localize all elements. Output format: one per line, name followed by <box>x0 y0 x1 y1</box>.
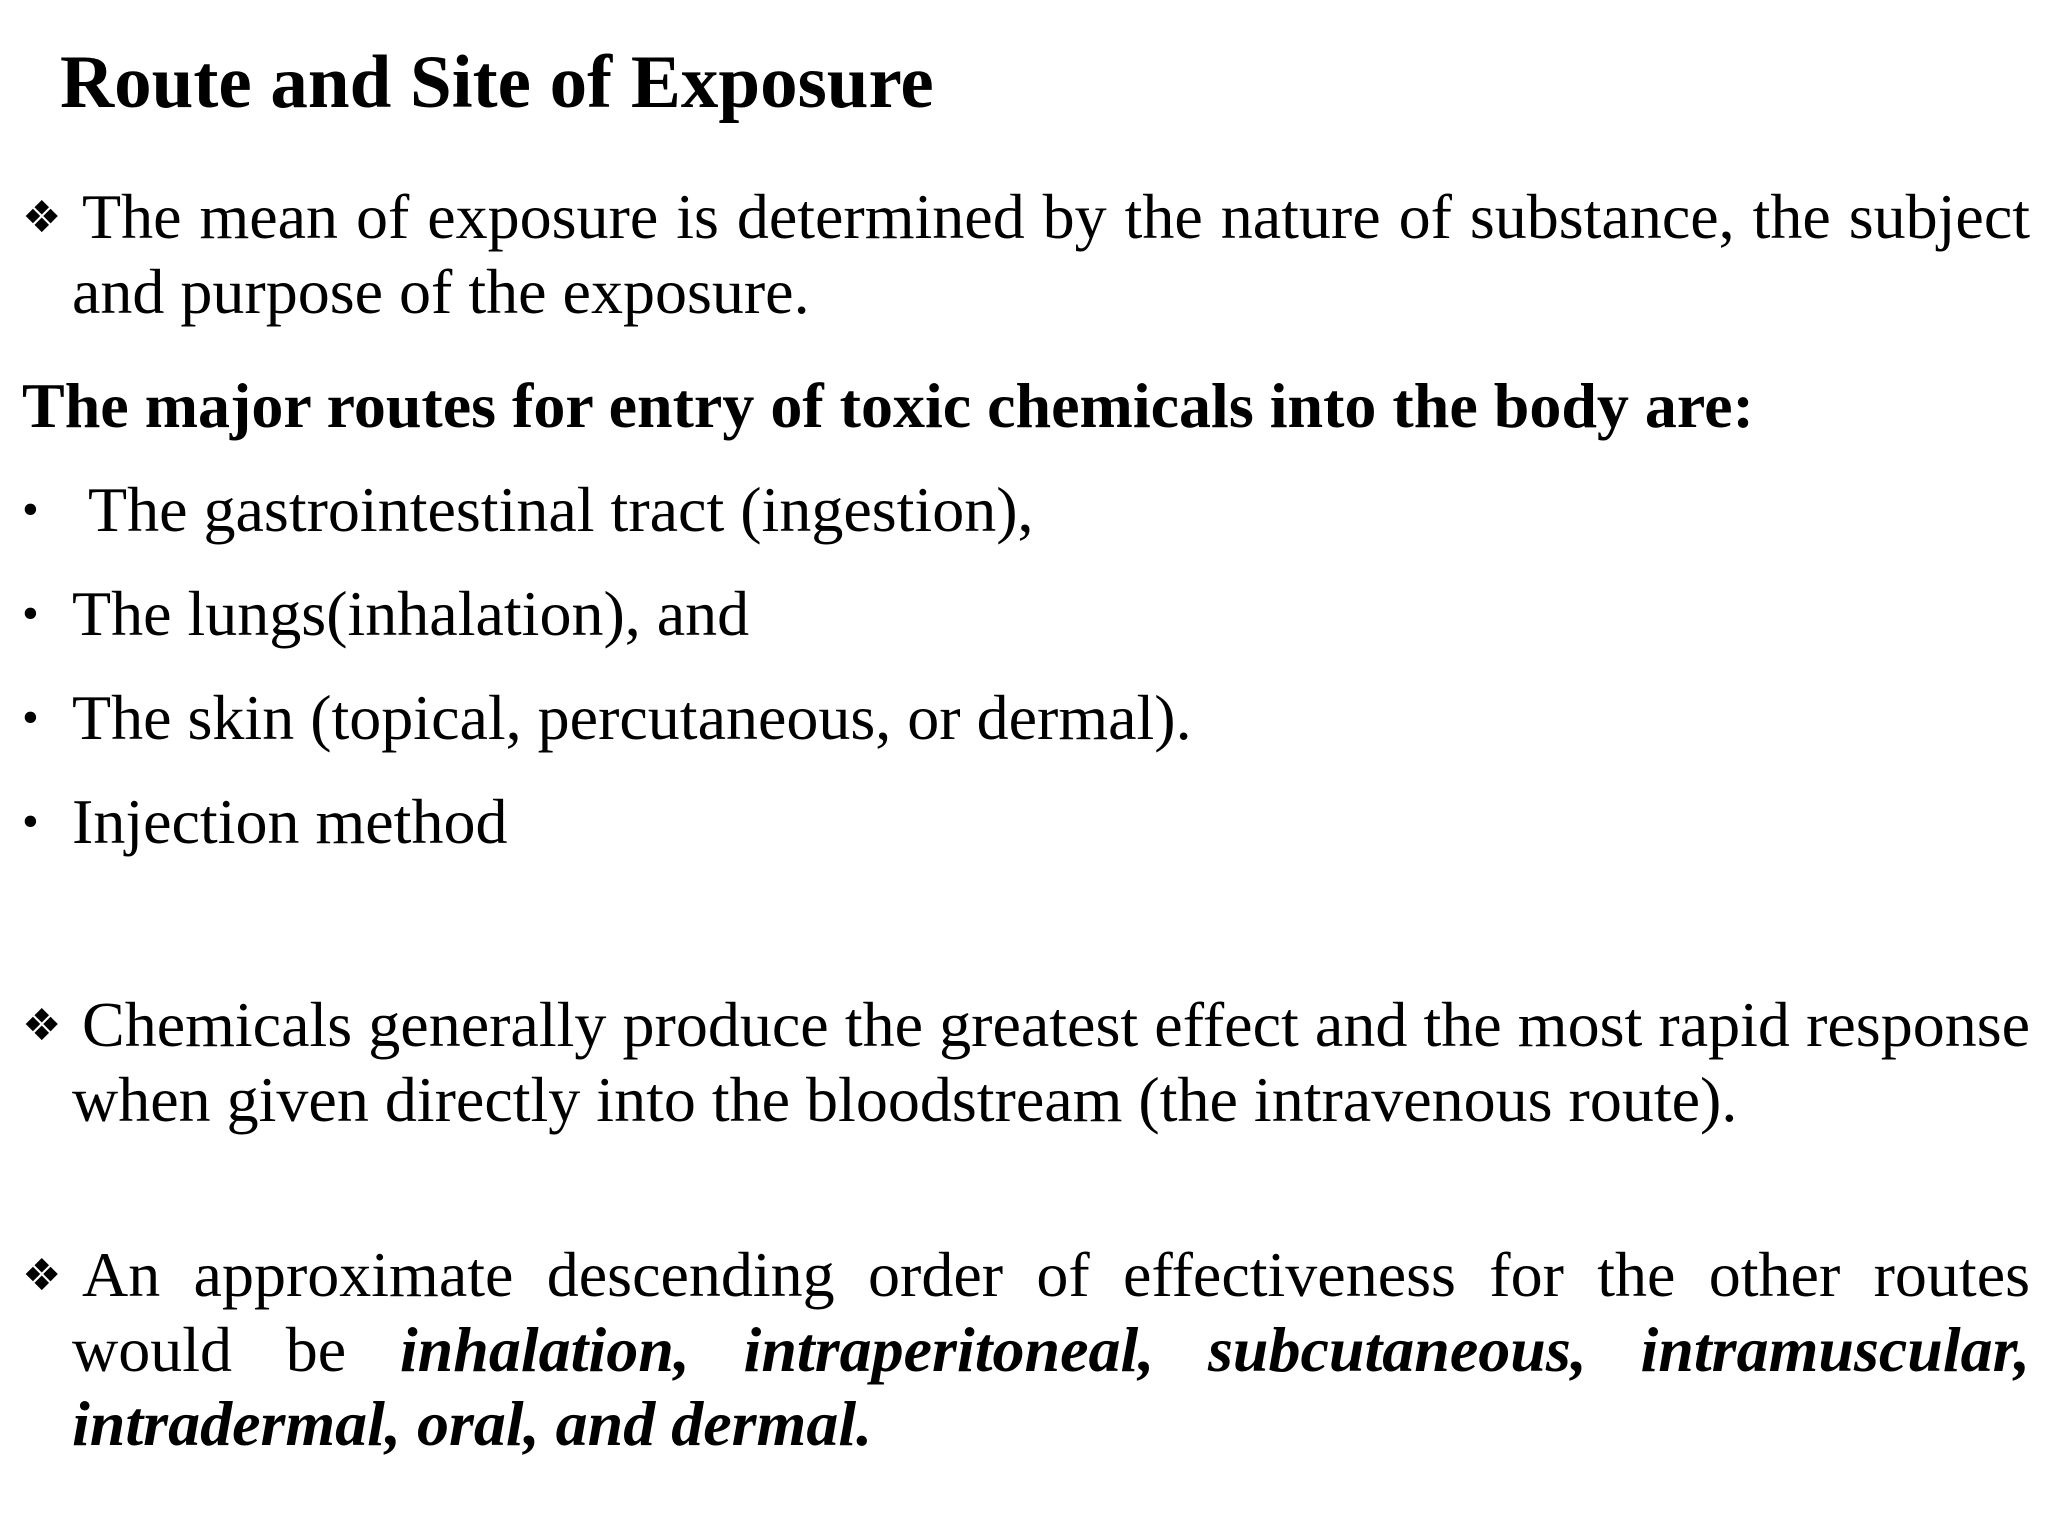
order-emphasis-text: inhalation, intraperitoneal, subcutaneous, intramuscular, intradermal, oral, and dermal. <box>72 1314 2031 1459</box>
list-item <box>22 574 1192 678</box>
route-text: The gastrointestinal tract (ingestion), <box>88 474 1034 545</box>
bullet-icon: • <box>22 587 39 640</box>
bullet-icon: • <box>22 483 39 536</box>
list-item <box>22 678 1192 782</box>
list-item <box>22 782 1192 886</box>
chemicals-text: Chemicals generally produce the greatest effect and the most rapid response when given directly into the bloodstream (the intravenous route). <box>72 989 2030 1135</box>
bullet-icon: • <box>22 691 39 744</box>
diamond-bullet-icon: ❖ <box>22 1000 62 1051</box>
route-text: Injection method <box>72 786 508 857</box>
intro-text: The mean of exposure is determined by the nature of substance, the subject and purpose of the exposure. <box>72 181 2030 327</box>
diamond-bullet-icon: ❖ <box>22 192 62 243</box>
route-text: The skin (topical, percutaneous, or dermal). <box>72 682 1192 753</box>
slide-title: Route and Site of Exposure <box>60 41 934 124</box>
list-item <box>22 470 1192 574</box>
order-paragraph <box>22 1238 2030 1461</box>
order-text: An approximate descending order of effectiveness for the other routes would be <box>72 1239 2030 1385</box>
routes-list <box>22 470 1192 886</box>
routes-heading: The major routes for entry of toxic chemicals into the body are: <box>22 370 1754 441</box>
bullet-icon: • <box>22 795 39 848</box>
diamond-bullet-icon: ❖ <box>22 1250 62 1301</box>
chemicals-paragraph <box>22 988 2030 1137</box>
route-text: The lungs(inhalation), and <box>72 578 750 649</box>
intro-paragraph <box>22 180 2030 329</box>
